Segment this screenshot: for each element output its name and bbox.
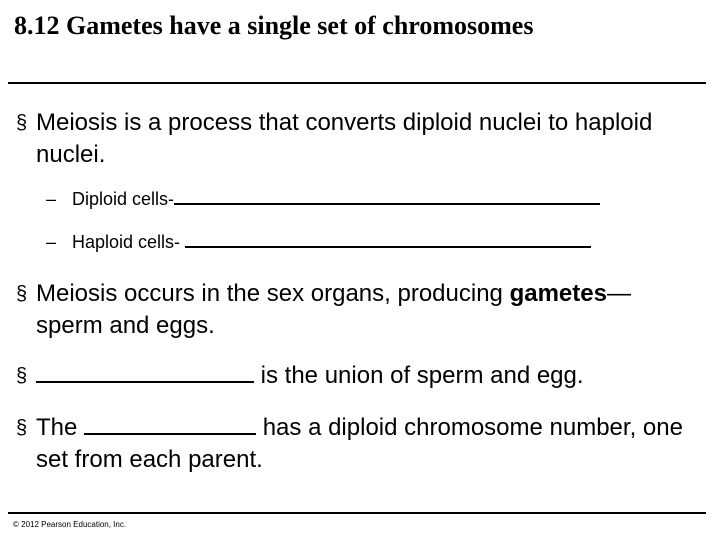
- bullet-text-end: —sperm and eggs.: [36, 280, 631, 339]
- fill-in-blank: [84, 413, 256, 435]
- bullet-marker: §: [16, 283, 28, 305]
- bullet-text: Meiosis is a process that converts diploid nuclei to haploid nuclei.: [36, 109, 653, 168]
- sub-dash: –: [46, 189, 57, 209]
- fill-in-blank: [185, 230, 591, 248]
- bullet-marker: §: [16, 417, 28, 439]
- title-divider: [8, 82, 706, 84]
- bullet-meiosis-location: [16, 278, 696, 342]
- fill-in-blank: [174, 187, 600, 205]
- slide-title: 8.12 Gametes have a single set of chromosomes: [14, 11, 534, 40]
- bullet-marker: §: [16, 112, 28, 134]
- bold-term-gametes: gametes: [509, 280, 607, 307]
- bullet-meiosis-definition: [16, 107, 696, 171]
- sub-item-label: Haploid cells-: [72, 232, 186, 252]
- fill-in-blank: [36, 361, 254, 383]
- bullet-marker: §: [16, 365, 28, 387]
- bullet-text-end: is the union of sperm and egg.: [254, 362, 584, 389]
- bullet-text-start: Meiosis occurs in the sex organs, producing: [36, 280, 510, 307]
- sub-item-diploid: [46, 186, 686, 212]
- sub-item-haploid: [46, 229, 686, 255]
- footer-divider: [8, 512, 706, 514]
- copyright-footer: © 2012 Pearson Education, Inc.: [13, 520, 127, 529]
- bullet-zygote: [16, 412, 696, 476]
- sub-item-label: Diploid cells-: [72, 189, 175, 209]
- bullet-text-end: has a diploid chromosome number, one set from each parent.: [36, 414, 683, 473]
- bullet-fertilization: [16, 360, 696, 392]
- sub-dash: –: [46, 232, 57, 252]
- bullet-text-start: The: [36, 414, 85, 441]
